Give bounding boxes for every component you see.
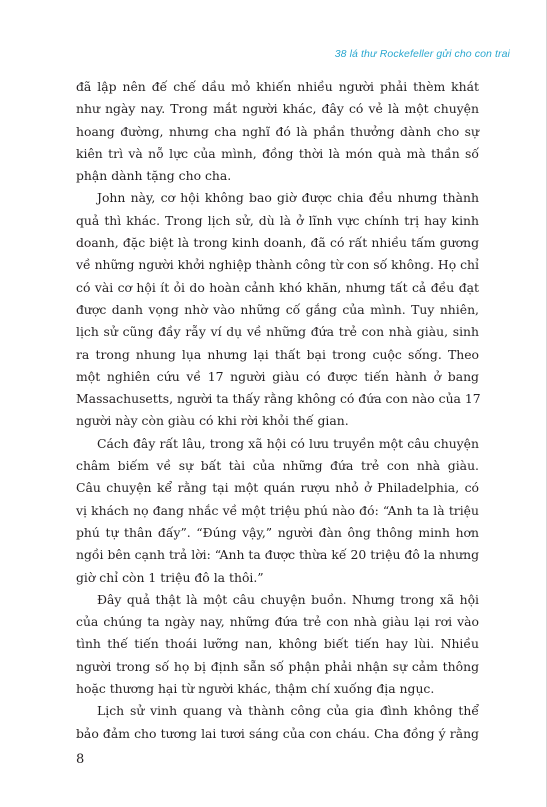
paragraph bbox=[76, 700, 479, 745]
text-line: giờ chỉ còn 1 triệu đô la thôi.” bbox=[76, 569, 264, 585]
text-line: hoang đường, nhưng cha nghĩ đó là phần thưởng dành cho sự bbox=[76, 123, 479, 139]
text-line: đã lập nên đế chế dầu mỏ khiến nhiều người phải thèm khát bbox=[76, 79, 479, 94]
text-line: có vài cơ hội ít ỏi do hoàn cảnh khó khăn, nhưng tất cả đều đạt bbox=[76, 279, 479, 295]
text-line: ra trong nhung lụa nhưng lại thất bại trong cuộc sống. Theo bbox=[76, 346, 479, 362]
paragraph bbox=[76, 589, 479, 700]
body-text bbox=[76, 76, 479, 745]
text-line: lịch sử cũng đầy rẫy ví dụ về những đứa trẻ con nhà giàu, sinh bbox=[76, 324, 479, 340]
text-line: Câu chuyện kể rằng tại một quán rượu nhỏ ở Philadelphia, có bbox=[76, 480, 479, 496]
text-line: như ngày nay. Trong mắt người khác, đây có vẻ là một chuyện bbox=[76, 101, 479, 117]
text-line: Đây quả thật là một câu chuyện buồn. Nhưng trong xã hội bbox=[97, 591, 479, 607]
text-line: Massachusetts, người ta thấy rằng không có đứa con nào của 17 bbox=[76, 391, 481, 407]
text-line: John này, cơ hội không bao giờ được chia đều nhưng thành bbox=[97, 190, 479, 206]
text-line: vị khách nọ đang nhắc về một triệu phú nào đó: “Anh ta là triệu bbox=[76, 502, 479, 518]
text-line: Cách đây rất lâu, trong xã hội có lưu truyền một câu chuyện bbox=[97, 435, 479, 451]
running-header: 38 lá thư Rockefeller gửi cho con trai bbox=[334, 48, 510, 60]
text-line: được danh vọng nhờ vào những cố gắng của mình. Tuy nhiên, bbox=[76, 301, 479, 317]
text-line: tình thế tiến thoái lưỡng nan, không biết tiến hay lùi. Nhiều bbox=[76, 636, 479, 652]
text-line: bảo đảm cho tương lai tươi sáng của con cháu. Cha đồng ý rằng bbox=[76, 725, 479, 741]
text-line: hoặc thương hại từ người khác, thậm chí xuống địa ngục. bbox=[76, 681, 435, 697]
text-line: kiên trì và nỗ lực của mình, đồng thời là món quà mà thần số bbox=[76, 145, 479, 161]
page-number: 8 bbox=[76, 752, 85, 767]
text-line: phú tự thân đấy”. “Đúng vậy,” người đàn ông thông minh hơn bbox=[76, 524, 479, 540]
paragraph bbox=[76, 76, 479, 187]
text-line: về những người khởi nghiệp thành công từ con số không. Họ chỉ bbox=[76, 257, 479, 273]
text-line: một nghiên cứu về 17 người giàu có được tiến hành ở bang bbox=[76, 368, 479, 384]
paragraph bbox=[76, 433, 479, 589]
text-line: người này còn giàu có khi rời khỏi thế gian. bbox=[76, 413, 349, 429]
text-line: của chúng ta ngày nay, những đứa trẻ con nhà giàu lại rơi vào bbox=[76, 614, 479, 630]
text-line: quả thì khác. Trong lịch sử, dù là ở lĩnh vực chính trị hay kinh bbox=[76, 212, 479, 228]
text-line: phận dành tặng cho cha. bbox=[76, 168, 232, 184]
text-line: ngồi bên cạnh trả lời: “Anh ta được thừa kế 20 triệu đô la nhưng bbox=[76, 547, 479, 563]
text-line: châm biếm về sự bất tài của những đứa trẻ con nhà giàu. bbox=[76, 458, 479, 474]
text-line: doanh, đặc biệt là trong kinh doanh, đã có rất nhiều tấm gương bbox=[76, 235, 479, 251]
paragraph bbox=[76, 187, 479, 432]
text-line: Lịch sử vinh quang và thành công của gia đình không thể bbox=[97, 703, 479, 719]
text-line: người trong số họ bị định sẵn số phận phải nhận sự cảm thông bbox=[76, 658, 479, 674]
